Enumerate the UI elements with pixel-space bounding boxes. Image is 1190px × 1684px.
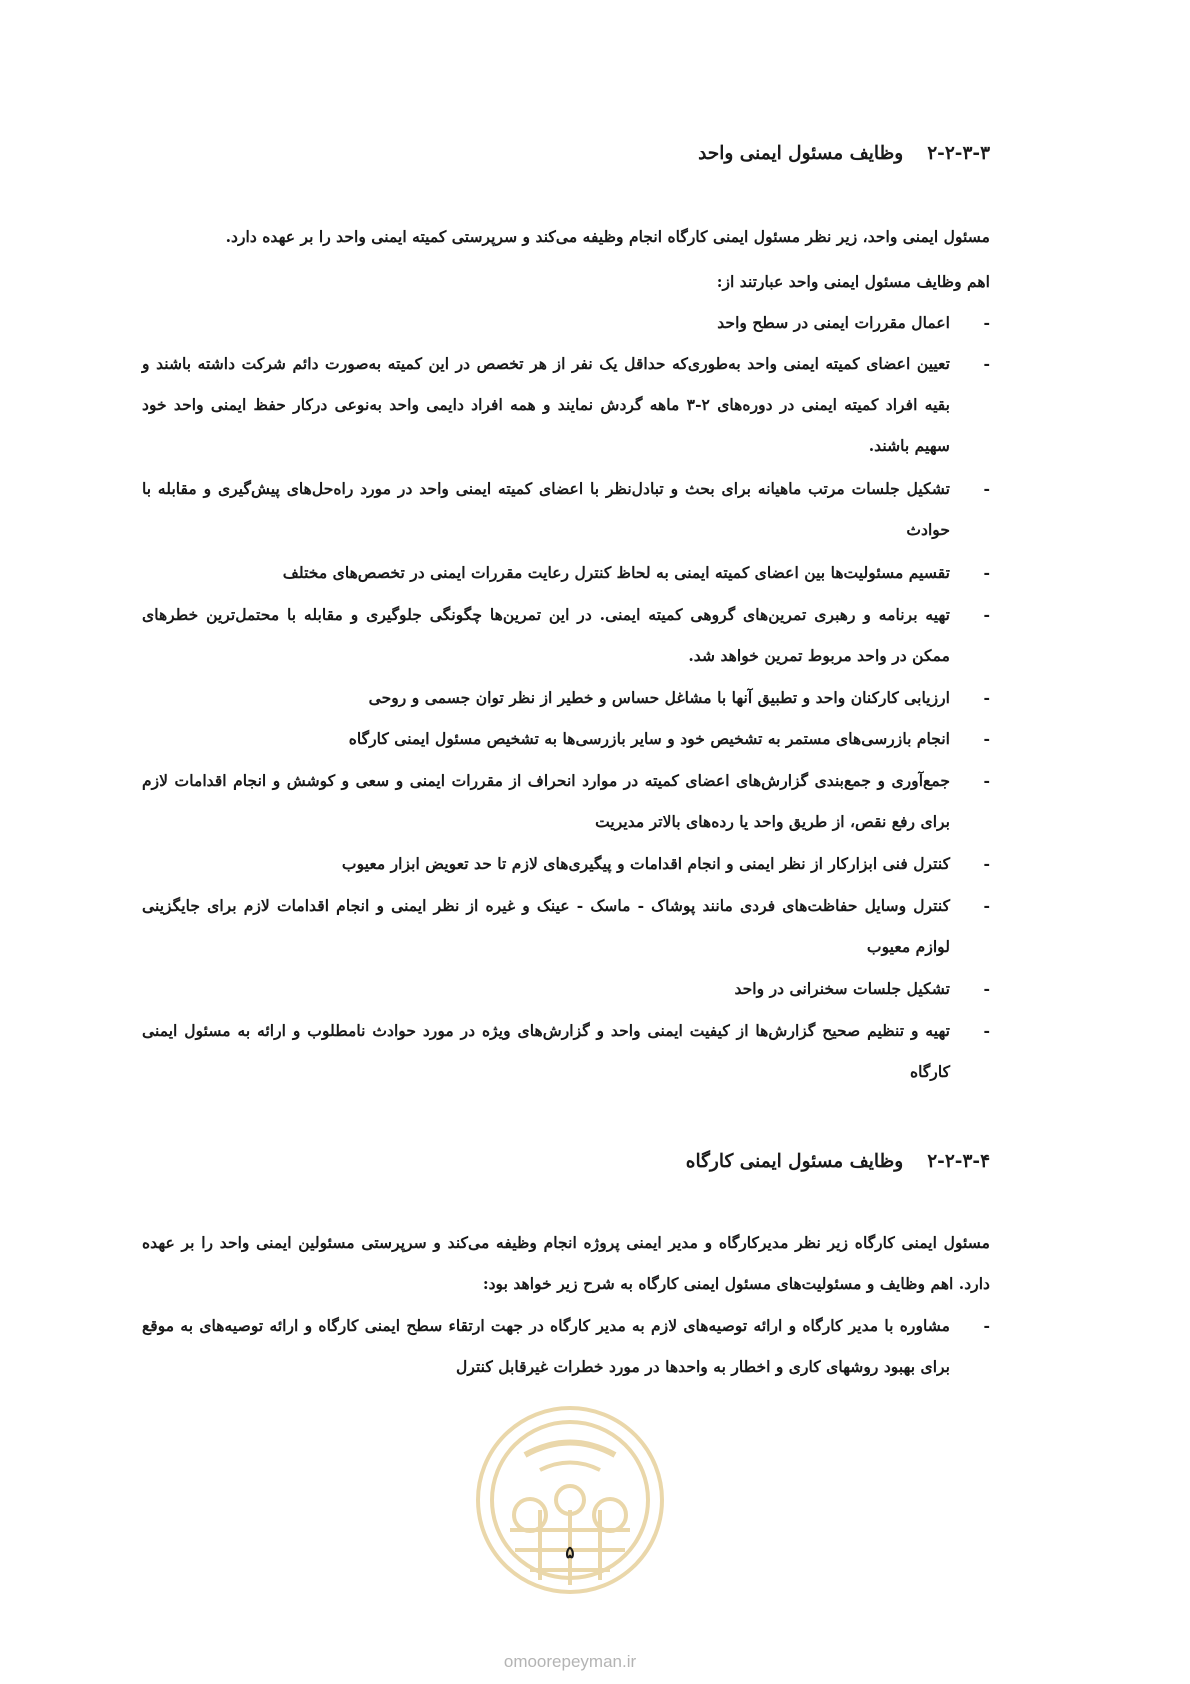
list-item: - کنترل وسایل حفاظت‌های فردی مانند پوشاک - ماسک - عینک و غیره از نظر ایمنی و انجام اقدامات لازم برای جایگزینی لوازم معیوب [142,896,990,956]
page-number: ۵ [565,1543,575,1563]
list-item: - جمع‌آوری و جمع‌بندی گزارش‌های اعضای کمیته در موارد انحراف از مقررات ایمنی و سعی و کوشش و انجام اقدامات لازم برای رفع نقص، از طریق واحد یا رده‌های بالاتر مدیریت [142,771,990,831]
list-item: - تهیه و تنظیم صحیح گزارش‌ها از کیفیت ایمنی واحد و گزارش‌های ویژه در مورد حوادث نامطلوب و ارائه به مسئول ایمنی کارگاه [142,1021,990,1081]
section1-intro-line2: اهم وظایف مسئول ایمنی واحد عبارتند از: [716,272,990,291]
list-item: - کنترل فنی ابزارکار از نظر ایمنی و انجام اقدامات و پیگیری‌های لازم تا حد تعویض ابزار معیوب [341,854,990,873]
list-item: - ارزیابی کارکنان واحد و تطبیق آنها با مشاغل حساس و خطیر از نظر توان جسمی و روحی [368,688,990,707]
section1-intro-line1: مسئول ایمنی واحد، زیر نظر مسئول ایمنی کارگاه انجام وظیفه می‌کند و سرپرستی کمیته ایمنی واحد را بر عهده دارد. [225,227,990,246]
list-item: - انجام بازرسی‌های مستمر به تشخیص خود و سایر بازرسی‌ها به تشخیص مسئول ایمنی کارگاه [348,729,990,748]
list-item: - تهیه برنامه و رهبری تمرین‌های گروهی کمیته ایمنی. در این تمرین‌ها چگونگی جلوگیری و مقابله با محتمل‌ترین خطرهای ممکن در واحد مربوط تمرین خواهد شد. [142,605,990,665]
list-item: - تشکیل جلسات سخنرانی در واحد [734,979,990,998]
list-item: - مشاوره با مدیر کارگاه و ارائه توصیه‌های لازم به مدیر کارگاه در جهت ارتقاء سطح ایمنی کارگاه و ارائه توصیه‌های به موقع برای بهبود روشهای کاری و اخطار به واحدها در مورد خطرات غیرقابل کنترل [142,1316,990,1376]
list-item: - تقسیم مسئولیت‌ها بین اعضای کمیته ایمنی به لحاظ کنترل رعایت مقررات ایمنی در تخصص‌های مختلف [282,563,990,582]
list-item: - تعیین اعضای کمیته ایمنی واحد به‌طوری‌که حداقل یک نفر از هر تخصص در این کمیته به‌صورت دائم شرکت داشته باشند و بقیه افراد کمیته ایمنی در دوره‌های ۲-۳ ماهه گردش نمایند و همه افراد دایمی واحد به‌نوعی درکار حفظ ایمنی واحد خود سهیم باشند. [142,354,990,455]
heading-number: ۲-۲-۳-۴ [927,1151,990,1172]
section-heading-unit-safety [190,140,990,168]
list-item: - تشکیل جلسات مرتب ماهیانه برای بحث و تبادل‌نظر با اعضای کمیته ایمنی واحد در مورد راه‌حل‌های پیش‌گیری و مقابله با حوادث [142,479,990,539]
heading-number: ۲-۲-۳-۳ [927,143,990,164]
section-heading-site-safety [190,1148,990,1176]
list-item: - اعمال مقررات ایمنی در سطح واحد [717,313,990,332]
heading-title: وظایف مسئول ایمنی واحد [698,143,904,164]
section2-intro: مسئول ایمنی کارگاه زیر نظر مدیرکارگاه و مدیر ایمنی پروژه انجام وظیفه می‌کند و سرپرستی مسئولین ایمنی واحد را بر عهده دارد. اهم وظایف و مسئولیت‌های مسئول ایمنی کارگاه به شرح زیر خواهد بود: [142,1233,990,1293]
heading-title: وظایف مسئول ایمنی کارگاه [685,1151,904,1172]
site-url: omoorepeyman.ir [503,1652,637,1671]
watermark-seal-icon [470,1400,670,1600]
